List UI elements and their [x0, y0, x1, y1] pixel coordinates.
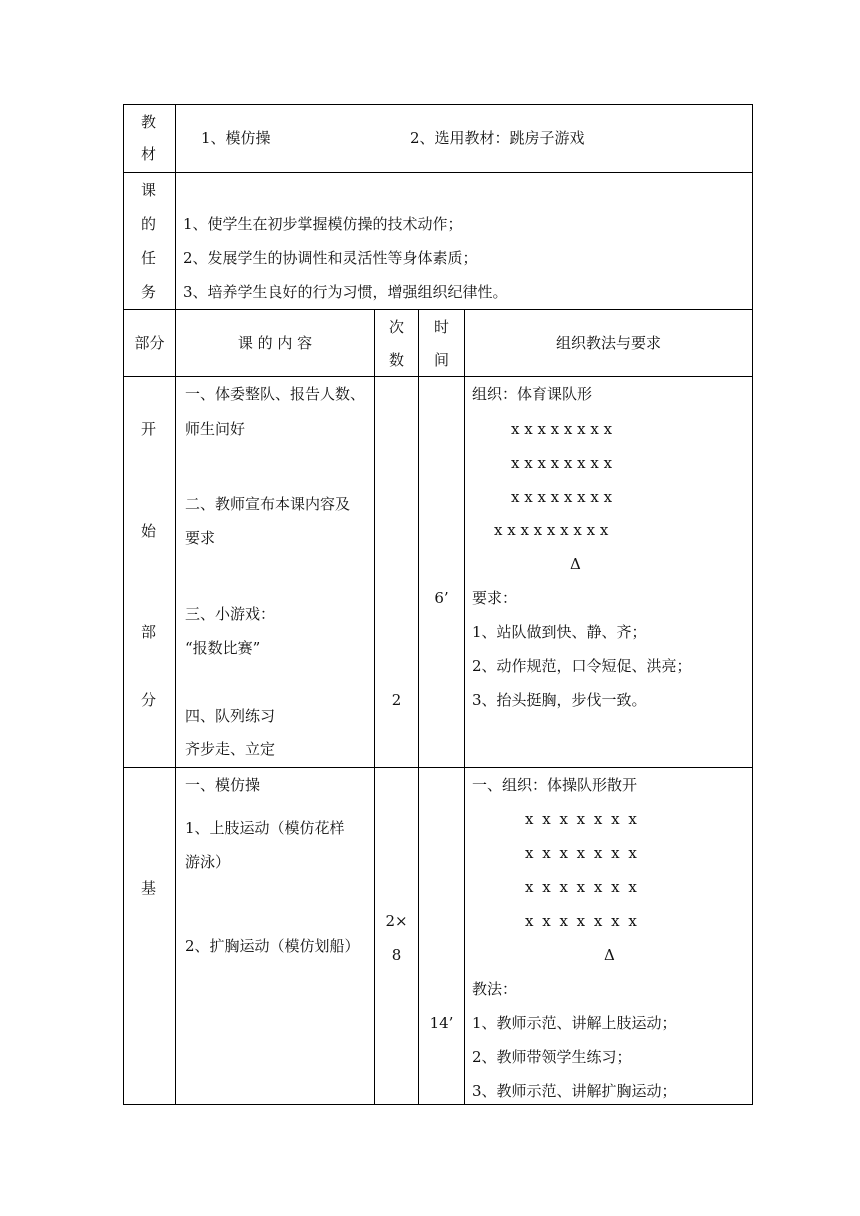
row-divider: [123, 376, 753, 377]
teacher-marker: Δ: [604, 946, 615, 964]
task-item: 2、发展学生的协调性和灵活性等身体素质；: [183, 249, 478, 267]
basic-time: 14’: [429, 1014, 454, 1032]
materials-label-char: 教: [141, 113, 157, 131]
header-method: 组织教法与要求: [555, 334, 661, 352]
formation-row: x x x x x x x: [525, 810, 637, 828]
task-item: 1、使学生在初步掌握模仿操的技术动作；: [183, 215, 463, 233]
table-border-right: [752, 104, 753, 1105]
opening-time: 6’: [434, 589, 449, 607]
materials-label-char: 材: [141, 145, 157, 163]
tasks-label-char: 的: [141, 215, 157, 233]
method-step: 2、教师带领学生练习；: [472, 1048, 632, 1066]
table-border-top: [123, 104, 753, 105]
opening-content-line: 师生问好: [185, 420, 246, 438]
header-count-char: 次: [388, 318, 404, 336]
requirement-item: 2、动作规范，口令短促、洪亮；: [472, 657, 692, 675]
requirement-item: 3、抬头挺胸，步伐一致。: [472, 691, 647, 709]
header-part: 部分: [134, 334, 165, 352]
formation-row: x x x x x x x x: [511, 454, 613, 472]
formation-row: x x x x x x x: [525, 878, 637, 896]
basic-org: 一、组织：体操队形散开: [472, 776, 638, 794]
opening-content-line: 一、体委整队、报告人数、: [185, 385, 366, 403]
basic-count: 2×: [385, 912, 408, 930]
header-time-char: 时: [433, 318, 449, 336]
opening-content-line: 齐步走、立定: [185, 740, 276, 758]
opening-content-line: 二、教师宣布本课内容及: [185, 495, 351, 513]
formation-row: x x x x x x x x: [511, 488, 613, 506]
opening-content-line: 三、小游戏：: [185, 605, 276, 623]
opening-label-char: 开: [141, 420, 157, 438]
materials-item-2: 2、选用教材：跳房子游戏: [410, 129, 585, 147]
basic-content-line: 游泳）: [185, 853, 231, 871]
requirement-item: 1、站队做到快、静、齐；: [472, 623, 647, 641]
task-item: 3、培养学生良好的行为习惯，增强组织纪律性。: [183, 283, 508, 301]
requirements-title: 要求：: [472, 589, 518, 607]
opening-org: 组织：体育课队形: [472, 385, 593, 403]
header-content: 课 的 内 容: [237, 334, 313, 352]
opening-content-line: 四、队列练习: [185, 707, 276, 725]
column-divider: [175, 104, 176, 1105]
method-step: 3、教师示范、讲解扩胸运动；: [472, 1082, 677, 1100]
formation-row: x x x x x x x: [525, 912, 637, 930]
header-count-char: 数: [388, 351, 404, 369]
opening-label-char: 始: [141, 522, 157, 540]
basic-content-line: 2、扩胸运动（模仿划船）: [185, 937, 360, 955]
method-title: 教法：: [472, 980, 518, 998]
teacher-marker: Δ: [570, 555, 581, 573]
table-border-left: [123, 104, 124, 1105]
tasks-label-char: 务: [141, 283, 157, 301]
materials-item-1: 1、模仿操: [201, 129, 271, 147]
opening-content-line: “报数比赛”: [185, 639, 261, 657]
column-divider: [464, 309, 465, 1105]
basic-count: 8: [391, 946, 402, 964]
formation-row: x x x x x x x x: [511, 420, 613, 438]
opening-content-line: 要求: [185, 529, 216, 547]
header-time-char: 间: [433, 351, 449, 369]
table-border-bottom: [123, 1104, 753, 1105]
basic-content-title: 一、模仿操: [185, 776, 261, 794]
tasks-label-char: 任: [141, 249, 157, 267]
formation-row: x x x x x x x x x: [494, 521, 609, 539]
column-divider: [418, 309, 419, 1105]
row-divider: [123, 172, 753, 173]
basic-label-char: 基: [141, 879, 157, 897]
formation-row: x x x x x x x: [525, 844, 637, 862]
row-divider: [123, 309, 753, 310]
row-divider: [123, 767, 753, 768]
tasks-label-char: 课: [141, 181, 157, 199]
basic-content-line: 1、上肢运动（模仿花样: [185, 819, 345, 837]
method-step: 1、教师示范、讲解上肢运动；: [472, 1014, 677, 1032]
opening-count: 2: [391, 691, 402, 709]
opening-label-char: 分: [141, 691, 157, 709]
opening-label-char: 部: [141, 623, 157, 641]
